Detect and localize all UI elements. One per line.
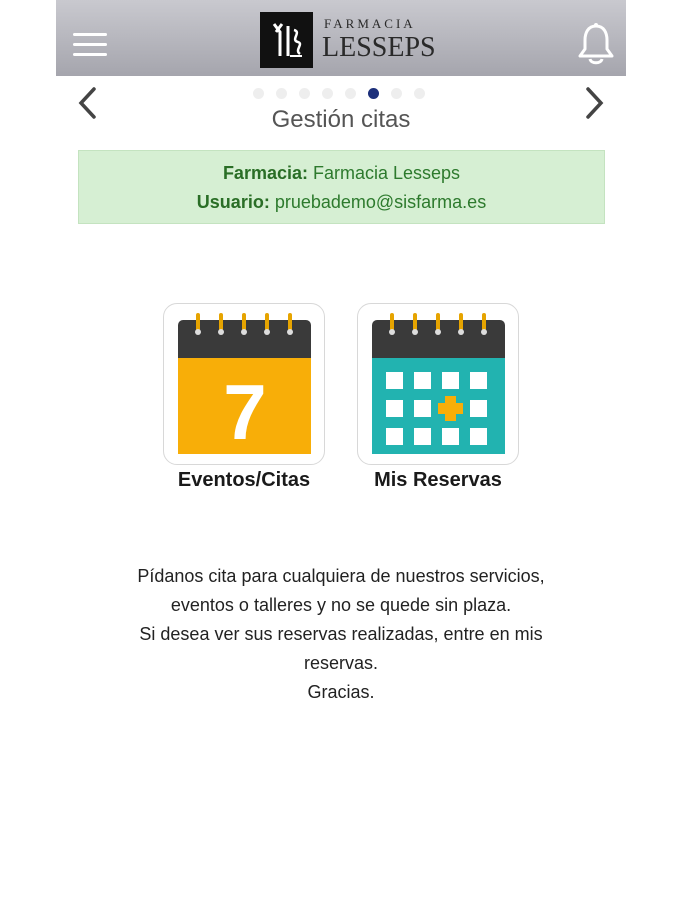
bell-icon[interactable] [576, 22, 616, 66]
page-dot[interactable] [253, 88, 264, 99]
logo-mark-icon [260, 12, 313, 68]
top-bar [56, 0, 626, 76]
description-line: eventos o talleres y no se quede sin plaza. [170, 595, 512, 615]
description-line: Gracias. [307, 682, 375, 702]
hamburger-menu-icon[interactable] [73, 33, 109, 57]
page-dot[interactable] [414, 88, 425, 99]
bookings-tile-button[interactable] [357, 303, 519, 465]
brand-small-text: FARMACIA [324, 16, 416, 31]
description-line: Si desea ver sus reservas realizadas, entre en mis [139, 624, 543, 644]
pharmacy-value: Farmacia Lesseps [313, 163, 461, 183]
user-line [79, 192, 604, 213]
user-value: pruebademo@sisfarma.es [274, 192, 487, 212]
pharmacy-line [79, 163, 604, 184]
section-title: Gestión citas [271, 106, 411, 133]
page-dot[interactable] [322, 88, 333, 99]
description-text [86, 562, 596, 707]
page-indicator [253, 88, 433, 100]
calendar-add-icon [358, 304, 518, 464]
description-line: reservas. [303, 653, 379, 673]
page-dot[interactable] [276, 88, 287, 99]
calendar-day-icon [164, 304, 324, 464]
pharmacy-logo [260, 12, 436, 68]
page-dot[interactable] [345, 88, 356, 99]
app-screen [56, 0, 626, 900]
pharmacy-label: Farmacia: [222, 163, 308, 183]
description-line: Pídanos cita para cualquiera de nuestros servicios, [137, 566, 545, 586]
user-label: Usuario: [196, 192, 270, 212]
user-info-box [78, 150, 605, 224]
page-dot-active[interactable] [368, 88, 379, 99]
page-dot[interactable] [299, 88, 310, 99]
brand-big-text: LESSEPS [322, 32, 436, 63]
page-dot[interactable] [391, 88, 402, 99]
calendar-day-number: 7 [223, 368, 267, 456]
bookings-tile-label[interactable]: Mis Reservas [374, 469, 502, 491]
events-tile-label[interactable]: Eventos/Citas [177, 469, 311, 491]
events-tile-button[interactable] [163, 303, 325, 465]
